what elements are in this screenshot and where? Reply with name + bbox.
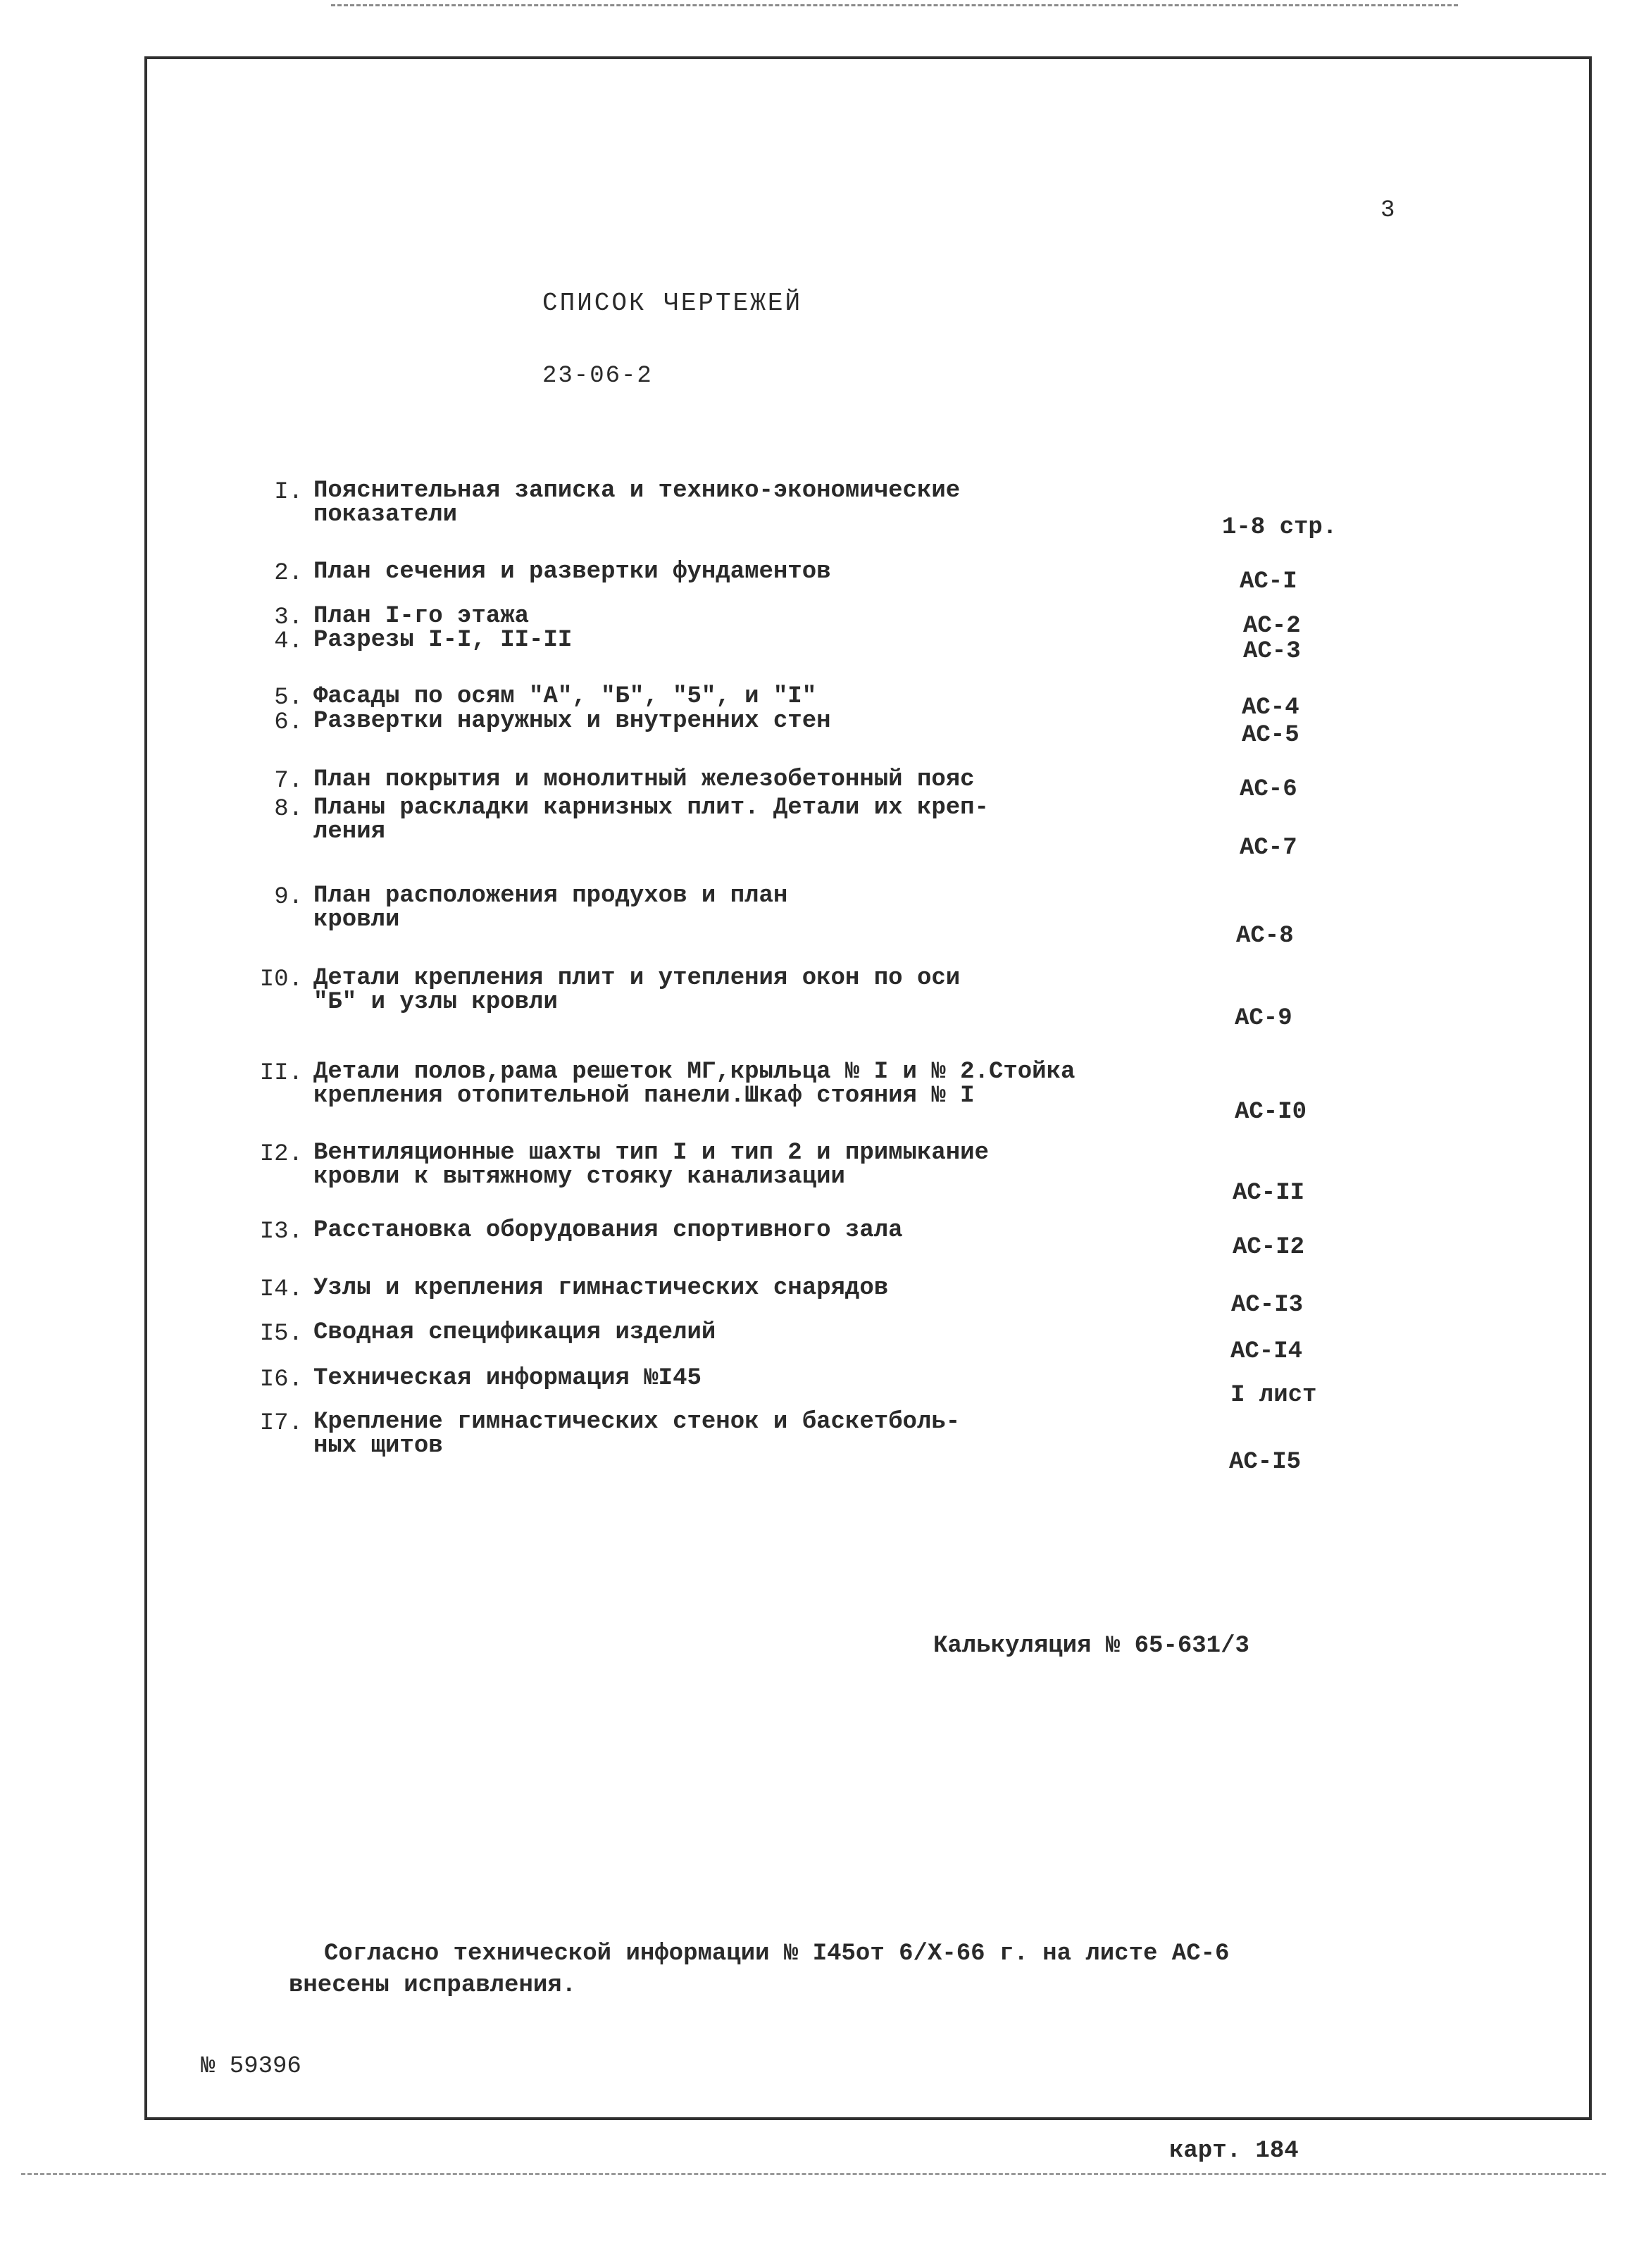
scan-edge-top [331,4,1458,6]
item-number: 9. [274,884,303,911]
list-item [243,884,1335,947]
item-title: Техническая информация №I45 [313,1365,702,1392]
item-title: Сводная спецификация изделий [313,1319,716,1346]
item-sheet-ref: АС-5 [1242,722,1299,749]
list-item [243,1219,1335,1282]
list-item [243,966,1335,1030]
item-sheet-ref: АС-4 [1242,694,1299,721]
item-sheet-ref: АС-3 [1243,638,1301,665]
item-sheet-ref: АС-I3 [1231,1292,1304,1319]
list-item [243,628,1335,692]
item-sheet-ref: АС-9 [1235,1005,1292,1032]
item-title: Вентиляционные шахты тип I и тип 2 и примыкание кровли к вытяжному стояку канализации [313,1140,989,1190]
item-number: 8. [274,796,303,823]
item-sheet-ref: АС-I2 [1233,1234,1305,1261]
list-item [243,709,1335,773]
page-number: 3 [1380,197,1395,224]
card-number: карт. 184 [1169,2138,1299,2164]
item-number: I3. [259,1219,303,1245]
item-sheet-ref: I лист [1230,1382,1317,1409]
item-title: Планы раскладки карнизных плит. Детали их креп- ления [313,795,989,845]
item-number: 3. [274,604,303,631]
item-number: 4. [274,628,303,655]
item-title: Расстановка оборудования спортивного зала [313,1217,903,1244]
item-title: Узлы и крепления гимнастических снарядов [313,1275,889,1302]
item-title: План I-го этажа [313,603,530,630]
item-sheet-ref: АС-I5 [1229,1449,1302,1476]
archive-number: № 59396 [201,2053,301,2080]
item-number: I2. [259,1141,303,1168]
item-sheet-ref: АС-I0 [1235,1099,1307,1126]
item-number: I. [274,479,303,506]
list-item [243,1140,1335,1207]
correction-note: Согласно технической информации № I45от 6/X-66 г. на листе АС-6 [324,1940,1230,1967]
scan-edge-bottom [21,2173,1606,2175]
item-sheet-ref: АС-8 [1236,923,1294,949]
item-number: II. [259,1060,303,1087]
item-sheet-ref: АС-7 [1240,835,1297,861]
item-sheet-ref: АС-II [1233,1180,1305,1207]
list-item [243,1059,1335,1126]
item-title: План сечения и развертки фундаментов [313,559,831,585]
item-number: 2. [274,560,303,587]
item-number: I7. [259,1410,303,1437]
item-number: I5. [259,1321,303,1347]
item-number: 7. [274,768,303,795]
item-sheet-ref: АС-I4 [1230,1338,1303,1365]
project-code: 23-06-2 [542,363,653,390]
item-sheet-ref: АС-2 [1243,613,1301,640]
item-title: Детали полов,рама решеток МГ,крыльца № I и № 2.Стойка крепления отопительной панели.Шкаф стояния № I [313,1059,1076,1109]
item-title: Фасады по осям "А", "Б", "5", и "I" [313,683,817,710]
list-item [243,1409,1335,1476]
item-number: 5. [274,685,303,711]
item-title: Детали крепления плит и утепления окон по оси "Б" и узлы кровли [313,965,961,1016]
item-sheet-ref: АС-I [1240,568,1297,595]
item-number: 6. [274,709,303,736]
item-title: Разрезы I-I, II-II [313,627,573,654]
document-title: СПИСОК ЧЕРТЕЖЕЙ [542,289,803,318]
item-title: Крепление гимнастических стенок и баскетболь- ных щитов [313,1409,961,1459]
item-sheet-ref: АС-6 [1240,776,1297,803]
item-number: I4. [259,1276,303,1303]
item-number: I0. [259,966,303,993]
item-title: Пояснительная записка и технико-экономические показатели [313,478,961,528]
calculation-reference: Калькуляция № 65-631/3 [933,1633,1249,1659]
list-item [243,478,1338,542]
item-title: Развертки наружных и внутренних стен [313,708,831,735]
item-number: I6. [259,1366,303,1393]
item-title: План расположения продухов и план кровли [313,883,788,933]
item-sheet-ref: 1-8 стр. [1222,514,1338,541]
list-item [243,796,1335,859]
item-title: План покрытия и монолитный железобетонный пояс [313,766,975,793]
correction-note-continuation: внесены исправления. [289,1972,577,1999]
